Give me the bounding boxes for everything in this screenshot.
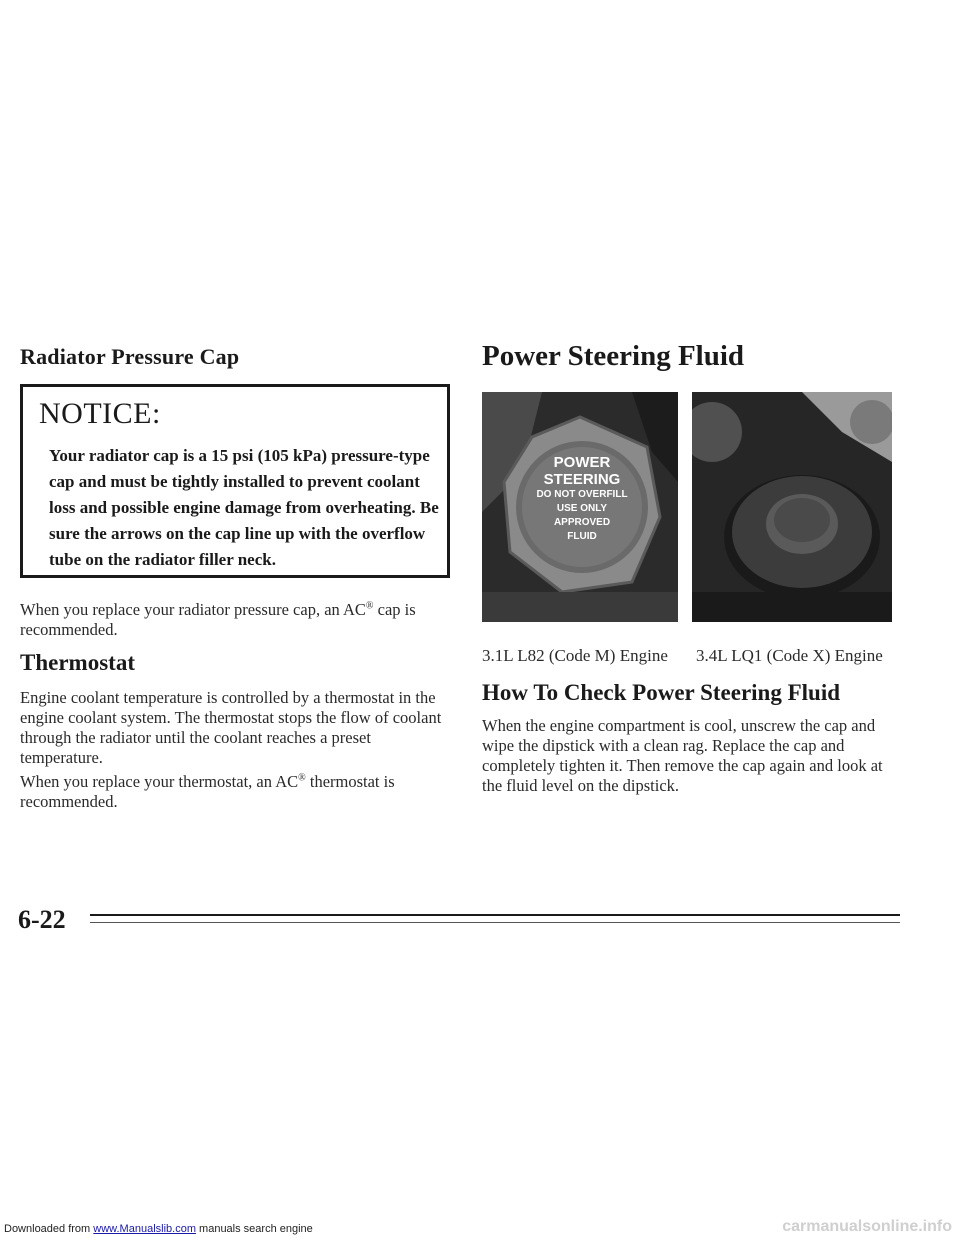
section-heading-power-steering: Power Steering Fluid <box>482 340 745 372</box>
thermostat-replace-paragraph <box>20 772 450 812</box>
section-heading-check-fluid: How To Check Power Steering Fluid <box>482 680 841 705</box>
cap-label-line-1: POWER <box>553 454 611 471</box>
watermark: carmanualsonline.info <box>782 1218 952 1235</box>
footer-rule-thin <box>90 922 900 923</box>
power-steering-cap-photo-l82 <box>482 392 678 622</box>
footer-rule <box>90 914 900 916</box>
cap-label <box>502 454 662 544</box>
notice-title: NOTICE: <box>39 397 161 430</box>
cap-label-line-2: STEERING <box>543 471 621 488</box>
check-fluid-paragraph: When the engine compartment is cool, unscrew the cap and wipe the dipstick with a clean rag. Replace the cap and completely tighten it. Then remove the cap again and look at the fluid level on the dipstick. <box>482 716 883 795</box>
page-number: 6-22 <box>18 905 66 934</box>
thermostat-text-b: thermostat is recommended. <box>20 772 395 811</box>
download-suffix: manuals search engine <box>195 1223 313 1235</box>
notice-body: Your radiator cap is a 15 psi (105 kPa) pressure-type cap and must be tightly installed to prevent coolant loss and possible engine damage from overheating. Be sure the arrows on the cap line up with the overflow tube on the radiator filler neck. <box>49 446 439 569</box>
registered-mark-2: ® <box>298 772 306 784</box>
caption-l82: 3.1L L82 (Code M) Engine <box>482 646 668 665</box>
reservoir-illustration <box>692 392 892 622</box>
cap-label-line-5: APPROVED <box>553 517 611 528</box>
radiator-cap-text-b: cap is recommended. <box>20 600 416 639</box>
download-source-line <box>4 1223 313 1235</box>
power-steering-reservoir-photo-lq1 <box>692 392 892 622</box>
download-prefix: Downloaded from <box>4 1223 94 1235</box>
radiator-cap-text-a: When you replace your radiator pressure cap, an AC <box>20 600 366 619</box>
cap-label-line-4: USE ONLY <box>556 503 608 514</box>
cap-label-line-6: FLUID <box>567 531 597 542</box>
cap-label-line-3: DO NOT OVERFILL <box>536 489 628 500</box>
section-heading-radiator-cap: Radiator Pressure Cap <box>20 344 240 369</box>
radiator-cap-paragraph <box>20 600 450 640</box>
caption-lq1: 3.4L LQ1 (Code X) Engine <box>696 646 883 665</box>
thermostat-paragraph: Engine coolant temperature is controlled by a thermostat in the engine coolant system. The thermostat stops the flow of coolant through the radiator until the coolant reaches a preset temperature. <box>20 688 442 767</box>
thermostat-text-a: When you replace your thermostat, an AC <box>20 772 299 791</box>
manualslib-link[interactable]: www.Manualslib.com <box>93 1223 196 1235</box>
registered-mark: ® <box>365 600 374 612</box>
section-heading-thermostat: Thermostat <box>20 650 135 675</box>
notice-box <box>20 384 450 578</box>
